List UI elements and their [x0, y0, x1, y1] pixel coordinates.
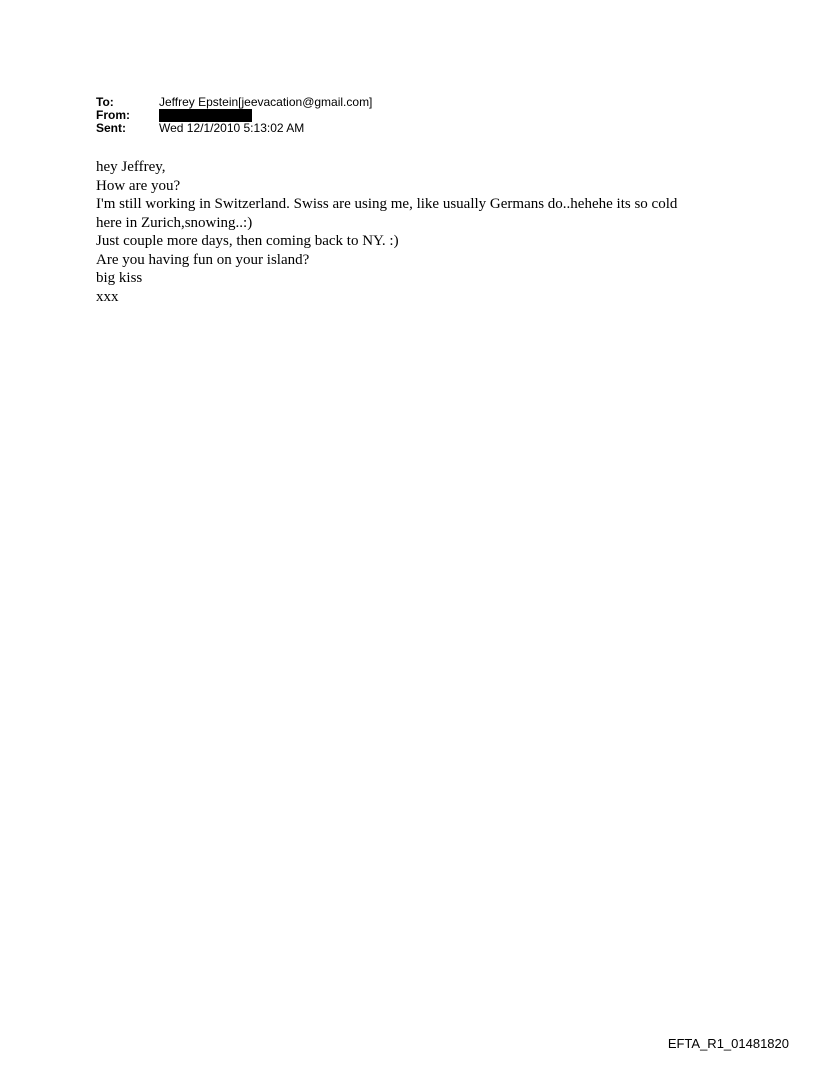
body-line: Are you having fun on your island? [96, 251, 310, 268]
sent-value: Wed 12/1/2010 5:13:02 AM [159, 121, 305, 135]
body-line: Just couple more days, then coming back to NY. :) [96, 233, 399, 249]
sent-row [96, 122, 372, 135]
email-header [96, 96, 372, 135]
from-label: From: [96, 108, 130, 122]
body-line: xxx [96, 288, 119, 305]
body-line: here in Zurich,snowing..:) [96, 214, 253, 231]
body-line: How are you? [96, 177, 181, 194]
sent-label: Sent: [96, 121, 126, 135]
body-line: hey Jeffrey, [96, 159, 166, 175]
body-line: I'm still working in Switzerland. Swiss are using me, like usually Germans do..hehehe its so cold [96, 196, 678, 212]
to-label: To: [96, 95, 114, 109]
to-value: Jeffrey Epstein[jeevacation@gmail.com] [159, 95, 373, 109]
email-body [96, 158, 736, 306]
to-row [96, 96, 372, 109]
body-line: big kiss [96, 270, 143, 286]
document-id: EFTA_R1_01481820 [667, 1036, 789, 1051]
